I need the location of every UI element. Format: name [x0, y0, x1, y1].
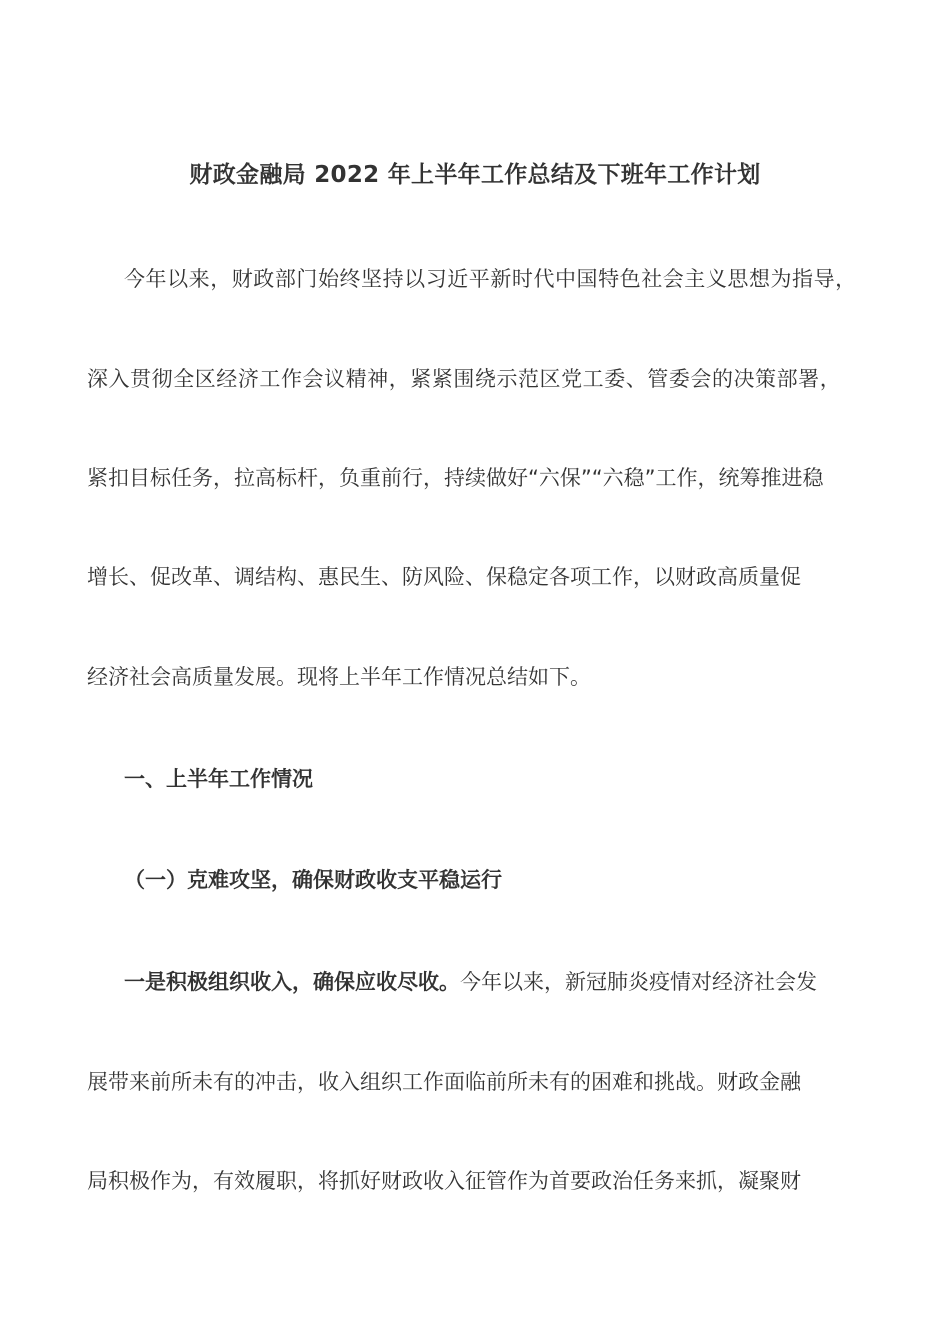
paragraph-1-lead: 一是积极组织收入，确保应收尽收。: [124, 970, 460, 994]
intro-line-2: 深入贯彻全区经济工作会议精神，紧紧围绕示范区党工委、管委会的决策部署，: [87, 367, 842, 391]
intro-line-4: 增长、促改革、调结构、惠民生、防风险、保稳定各项工作，以财政高质量促: [87, 565, 801, 589]
section-heading: 一、上半年工作情况: [124, 767, 313, 791]
paragraph-1-line-2: 展带来前所未有的冲击，收入组织工作面临前所未有的困难和挑战。财政金融: [87, 1070, 801, 1094]
subsection-heading: （一）克难攻坚，确保财政收支平稳运行: [124, 868, 502, 892]
paragraph-1-line-3: 局积极作为，有效履职，将抓好财政收入征管作为首要政治任务来抓，凝聚财: [87, 1169, 801, 1193]
intro-line-5: 经济社会高质量发展。现将上半年工作情况总结如下。: [87, 665, 591, 689]
intro-line-1: 今年以来，财政部门始终坚持以习近平新时代中国特色社会主义思想为指导，: [124, 267, 857, 291]
paragraph-1-line-1: [124, 966, 924, 998]
paragraph-1-lead-rest: 今年以来，新冠肺炎疫情对经济社会发: [460, 970, 817, 994]
document-title: 财政金融局 2022 年上半年工作总结及下班年工作计划: [189, 162, 761, 188]
intro-line-3: 紧扣目标任务，拉高标杆，负重前行，持续做好“六保”“六稳”工作，统筹推进稳: [87, 466, 824, 490]
